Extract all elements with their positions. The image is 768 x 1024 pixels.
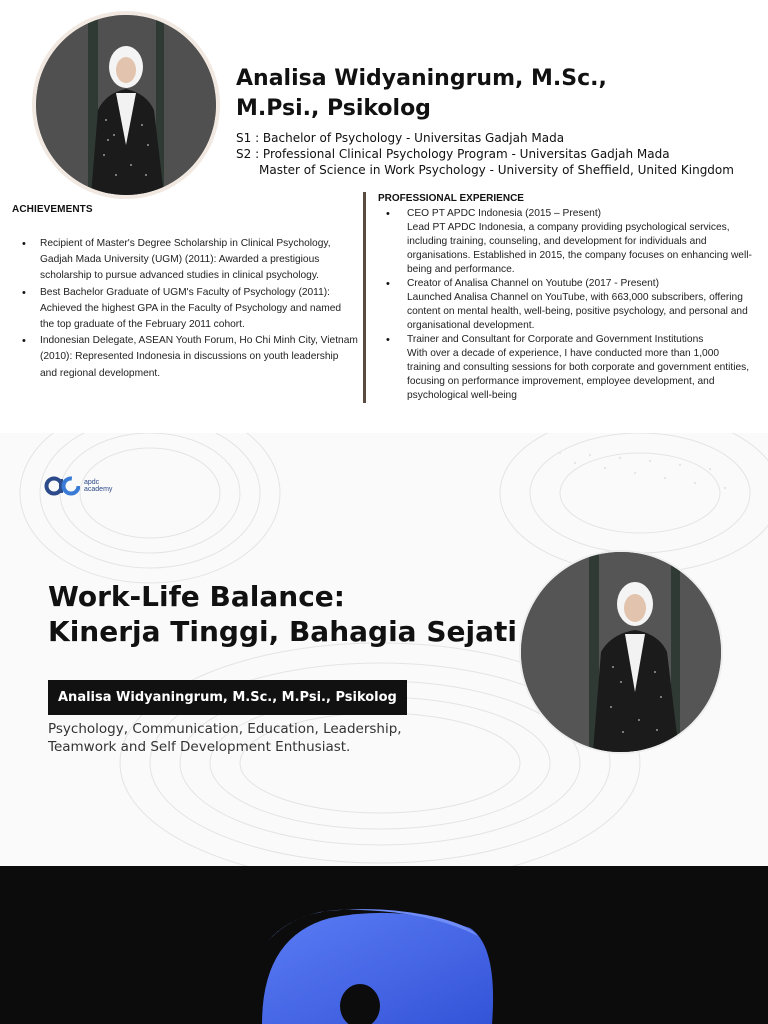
- logo-text-line2: academy: [84, 486, 113, 493]
- education-s2: S2 : Professional Clinical Psychology Program - Universitas Gadjah Mada: [236, 147, 670, 161]
- slide-title-line2: Kinerja Tinggi, Bahagia Sejati: [48, 615, 517, 648]
- title-slide: [0, 433, 768, 866]
- list-item: [386, 207, 752, 277]
- speaker-photo: [521, 552, 721, 752]
- blue-3d-shape-icon: [0, 866, 768, 1024]
- experience-heading: • Creator of Analisa Channel on Youtube (2017 - Present): [407, 278, 660, 289]
- person-portrait-icon: [36, 15, 216, 195]
- achievements-title: ACHIEVEMENTS: [12, 204, 93, 215]
- logo-text: [84, 479, 112, 493]
- apdc-logo-icon: [44, 475, 80, 497]
- experience-heading: • CEO PT APDC Indonesia (2015 – Present): [407, 208, 602, 219]
- speaker-tagline: Psychology, Communication, Education, Leadership, Teamwork and Self Development Enthusiast.: [48, 721, 402, 755]
- list-item: • Best Bachelor Graduate of UGM's Faculty of Psychology (2011): Achieved the highest GPA in the Faculty of Psychology and named the top graduate of the February 2011 cohort.: [22, 285, 358, 334]
- speaker-name-badge: Analisa Widyaningrum, M.Sc., M.Psi., Psikolog: [48, 680, 407, 715]
- column-divider: [363, 192, 366, 403]
- list-item: • Indonesian Delegate, ASEAN Youth Forum, Ho Chi Minh City, Vietnam (2010): Represented Indonesia in discussions on youth leadership and regional development.: [22, 333, 358, 382]
- experience-title: PROFESSIONAL EXPERIENCE: [378, 193, 524, 204]
- list-item: • Recipient of Master's Degree Scholarship in Clinical Psychology, Gadjah Mada University (UGM) (2011): Awarded a prestigious scholarship to pursue advanced studies in clinical psychology.: [22, 236, 358, 285]
- person-portrait-icon: [521, 552, 721, 752]
- slide-title: [48, 579, 517, 649]
- profile-slide: [0, 0, 768, 433]
- achievements-list: [22, 236, 358, 382]
- experience-heading: • Trainer and Consultant for Corporate and Government Institutions: [407, 334, 704, 345]
- apdc-logo: [44, 475, 112, 497]
- list-item: [386, 333, 752, 403]
- experience-body: Launched Analisa Channel on YouTube, with 663,000 subscribers, offering content on mental health, well-being, positive psychology, and personal and organisational development.: [407, 292, 748, 331]
- experience-body: With over a decade of experience, I have conducted more than 1,000 training and consulting sessions for both corporate and government entities, focusing on performance improvement, employee development, and psychological well-being: [407, 348, 750, 401]
- education-s1: S1 : Bachelor of Psychology - Universitas Gadjah Mada: [236, 131, 565, 145]
- list-item: [386, 277, 752, 333]
- dark-slide: [0, 866, 768, 1024]
- logo-text-line1: apdc: [84, 479, 100, 486]
- profile-name: Analisa Widyaningrum, M.Sc., M.Psi., Psikolog: [236, 66, 607, 121]
- education-block: [236, 130, 734, 178]
- experience-body: Lead PT APDC Indonesia, a company providing psychological services, including training, counseling, and development for individuals and organisations. Established in 2015, the company focuses on enhancing well-being and performance.: [407, 222, 752, 275]
- experience-list: [386, 207, 752, 403]
- education-s2-masters: Master of Science in Work Psychology - University of Sheffield, United Kingdom: [259, 163, 734, 177]
- slide-title-line1: Work-Life Balance:: [48, 580, 345, 613]
- profile-photo: [36, 15, 216, 195]
